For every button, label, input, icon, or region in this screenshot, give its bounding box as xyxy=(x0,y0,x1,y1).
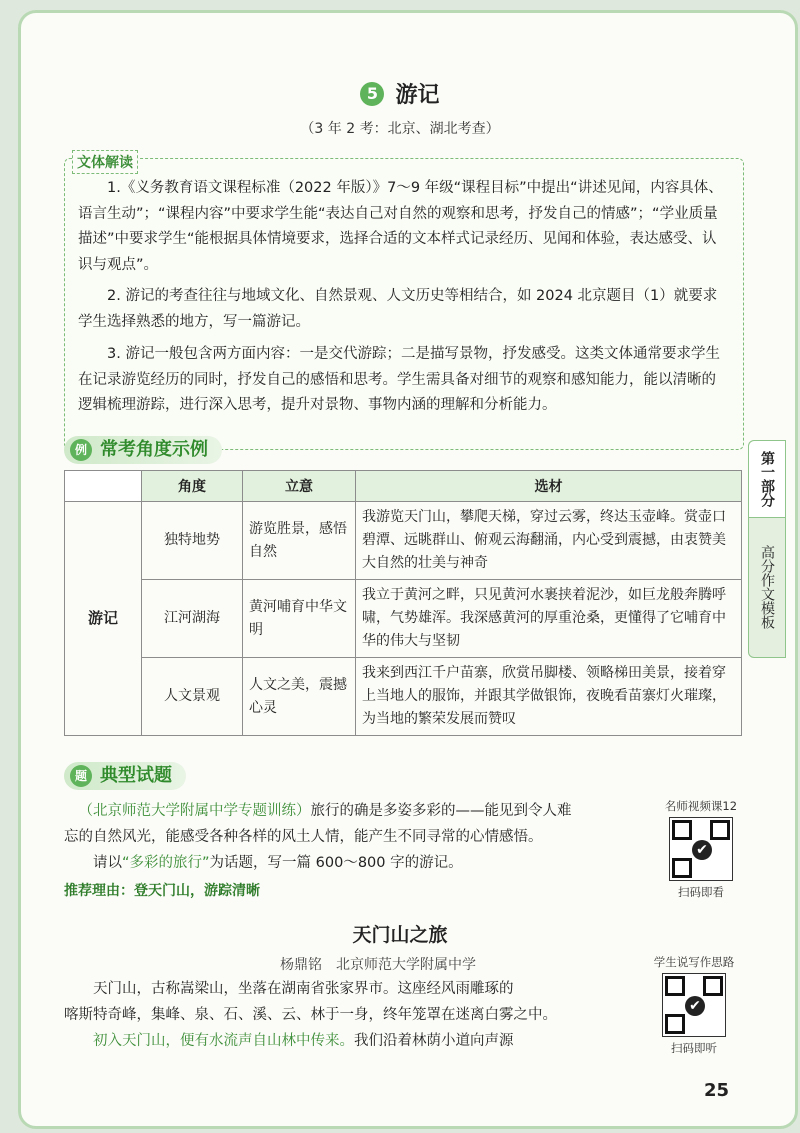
recommend-reason-label: 推荐理由： xyxy=(64,883,134,899)
reading-paragraph-3: 3. 游记一般包含两方面内容：一是交代游踪；二是描写景物，抒发感受。这类文体通常要求学生在记录游览经历的同时，抒发自己的感悟和思考。学生需具备对细节的观察和感知能力，能以清晰的逻辑梳理游踪，进行深入思考，提升对景物、事物内涵的理解和分析能力。 xyxy=(78,346,720,413)
recommend-reason xyxy=(64,878,260,904)
table-header-blank xyxy=(65,471,142,502)
table-cell-idea: 人文之美，震撼心灵 xyxy=(243,658,356,736)
qr-code[interactable] xyxy=(669,817,733,881)
reading-paragraph-1: 1.《义务教育语文课程标准（2022 年版）》7～9 年级“课程目标”中提出“讲述见闻，内容具体、语言生动”；“课程内容”中要求学生能“表达自己对自然的观察和思考，抒发自己的情感”；“学业质量描述”中要求学生“能根据具体情境要求，选择合适的文本样式记录经历、见闻和体验，表达感受、认识与观点”。 xyxy=(78,180,723,273)
question-line-1 xyxy=(64,798,656,824)
essay-p2-text: 我们沿着林荫小道向声源 xyxy=(354,1033,514,1049)
section-number-badge: 5 xyxy=(360,82,384,106)
section-heading-questions-label: 典型试题 xyxy=(100,765,172,786)
table-cell-angle: 独特地势 xyxy=(142,502,243,580)
section-heading-examples xyxy=(64,436,222,464)
qr-audio-caption: 学生说写作思路 xyxy=(653,955,735,969)
essay-p2 xyxy=(64,1028,644,1054)
qr-video-hint: 扫码即看 xyxy=(678,885,724,899)
question-topic: “多彩的旅行” xyxy=(122,855,210,871)
side-tab-part: 第一部分 xyxy=(749,441,785,518)
page-number: 25 xyxy=(704,1080,730,1101)
qr-code[interactable] xyxy=(662,973,726,1037)
table-cell-material: 我立于黄河之畔，只见黄河水裹挟着泥沙，如巨龙般奔腾呼啸，气势雄浑。我深感黄河的厚重沧桑，更懂得了它哺育中华的伟大与坚韧 xyxy=(356,580,742,658)
question-prompt-pre: 请以 xyxy=(93,855,122,871)
example-icon: 例 xyxy=(70,439,92,461)
table-row xyxy=(65,658,742,736)
table-cell-angle: 江河湖海 xyxy=(142,580,243,658)
page-subtitle: （3 年 2 考：北京、湖北考查） xyxy=(300,121,500,137)
essay-author: 杨鼎铭 北京师范大学附属中学 xyxy=(280,957,476,973)
angle-table xyxy=(64,470,742,736)
check-icon: ✔ xyxy=(692,840,712,860)
table-cell-material: 我游览天门山，攀爬天梯，穿过云雾，终达玉壶峰。赏壶口碧潭、远眺群山、俯观云海翻涌，内心受到震撼，由衷赞美大自然的壮美与神奇 xyxy=(356,502,742,580)
table-row xyxy=(65,580,742,658)
qr-video-caption: 名师视频课12 xyxy=(664,799,738,813)
recommend-reason-text: 登天门山，游踪清晰 xyxy=(134,883,260,899)
table-header-idea: 立意 xyxy=(243,471,356,502)
qr-audio-hint: 扫码即听 xyxy=(671,1041,717,1055)
check-icon: ✔ xyxy=(685,996,705,1016)
title-row xyxy=(0,78,800,109)
essay-p1-line2: 喀斯特奇峰，集峰、泉、石、溪、云、林于一身，终年笼罩在迷离白雾之中。 xyxy=(64,1007,557,1023)
side-chapter-tab xyxy=(748,440,786,658)
page-title: 游记 xyxy=(395,83,440,108)
question-prompt-post: 为话题，写一篇 600～800 字的游记。 xyxy=(209,855,463,871)
essay-p1-line1: 天门山，古称嵩梁山，坐落在湖南省张家界市。这座经风雨雕琢的 xyxy=(93,981,514,997)
question-icon: 题 xyxy=(70,765,92,787)
question-line-1-text: 旅行的确是多姿多彩的——能见到令人难 xyxy=(310,803,572,819)
table-cell-idea: 黄河哺育中华文明 xyxy=(243,580,356,658)
section-heading-examples-label: 常考角度示例 xyxy=(100,439,208,460)
essay-title: 天门山之旅 xyxy=(352,924,448,946)
table-cell-angle: 人文景观 xyxy=(142,658,243,736)
table-header-angle: 角度 xyxy=(142,471,243,502)
table-header-row xyxy=(65,471,742,502)
reading-tag: 文体解读 xyxy=(72,150,138,174)
qr-video-block[interactable] xyxy=(652,798,750,900)
table-header-material: 选材 xyxy=(356,471,742,502)
question-line-2: 忘的自然风光，能感受各种各样的风土人情，能产生不同寻常的心情感悟。 xyxy=(64,829,543,845)
essay-p2-highlight: 初入天门山，便有水流声自山林中传来。 xyxy=(93,1033,354,1049)
table-type-cell: 游记 xyxy=(65,502,142,736)
table-cell-idea: 游览胜景，感悟自然 xyxy=(243,502,356,580)
side-tab-topic: 高分作文模板 xyxy=(759,545,775,629)
section-heading-questions xyxy=(64,762,186,790)
question-source: （北京师范大学附属中学专题训练） xyxy=(78,803,311,819)
question-prompt xyxy=(64,850,656,876)
qr-audio-block[interactable] xyxy=(638,954,750,1056)
table-cell-material: 我来到西江千户苗寨，欣赏吊脚楼、领略梯田美景，接着穿上当地人的服饰，并跟其学做银饰，夜晚看苗寨灯火璀璨，为当地的繁荣发展而赞叹 xyxy=(356,658,742,736)
table-row xyxy=(65,502,742,580)
reading-paragraph-2: 2. 游记的考查往往与地域文化、自然景观、人文历史等相结合，如 2024 北京题目（1）就要求学生选择熟悉的地方，写一篇游记。 xyxy=(78,288,718,330)
